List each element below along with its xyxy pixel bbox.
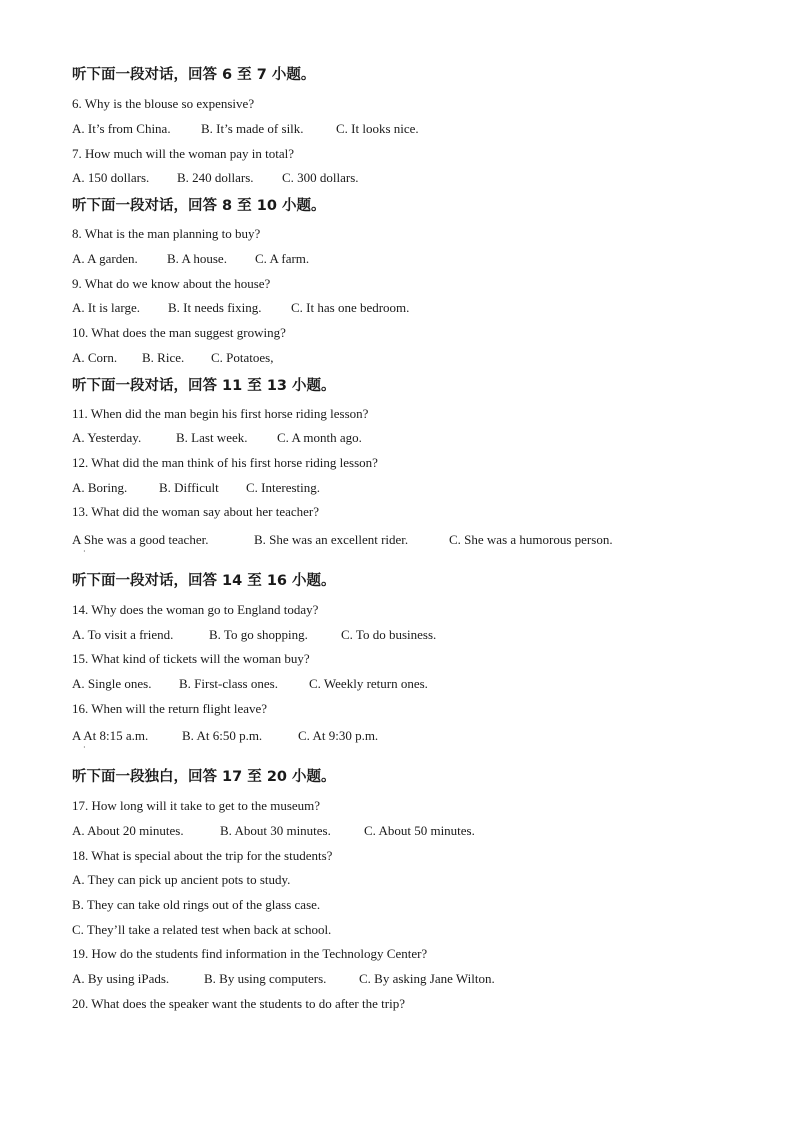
- option-13a[interactable]: A She was a good teacher.: [72, 532, 209, 547]
- question-18: 18. What is special about the trip for the students?: [72, 848, 333, 863]
- option-6c[interactable]: C. It looks nice.: [336, 121, 419, 136]
- option-15a[interactable]: A. Single ones.: [72, 676, 152, 691]
- options-14: [72, 627, 436, 643]
- question-20: 20. What does the speaker want the students to do after the trip?: [72, 996, 405, 1011]
- options-11: [72, 430, 362, 446]
- option-19b[interactable]: B. By using computers.: [204, 971, 327, 986]
- option-17a[interactable]: A. About 20 minutes.: [72, 823, 184, 838]
- section-heading-14-16: 听下面一段对话，回答 14 至 16 小题。: [72, 573, 336, 589]
- option-14b[interactable]: B. To go shopping.: [209, 627, 308, 642]
- option-12a[interactable]: A. Boring.: [72, 480, 128, 495]
- options-6: [72, 121, 419, 137]
- option-10b[interactable]: B. Rice.: [142, 350, 185, 365]
- option-15b[interactable]: B. First-class ones.: [179, 676, 278, 691]
- option-7b[interactable]: B. 240 dollars.: [177, 170, 254, 185]
- option-16b[interactable]: B. At 6:50 p.m.: [182, 728, 263, 743]
- question-6: 6. Why is the blouse so expensive?: [72, 96, 255, 111]
- section-heading-11-13: 听下面一段对话，回答 11 至 13 小题。: [72, 378, 336, 394]
- option-10a[interactable]: A. Corn.: [72, 350, 118, 365]
- options-8: [72, 251, 309, 267]
- option-7c[interactable]: C. 300 dollars.: [282, 170, 359, 185]
- option-15c[interactable]: C. Weekly return ones.: [309, 676, 428, 691]
- option-13b[interactable]: B. She was an excellent rider.: [254, 532, 409, 547]
- option-12b[interactable]: B. Difficult: [159, 480, 219, 495]
- options-10: [72, 350, 273, 366]
- option-17c[interactable]: C. About 50 minutes.: [364, 823, 475, 838]
- option-18a[interactable]: A. They can pick up ancient pots to study.: [72, 872, 291, 887]
- options-19: [72, 971, 495, 987]
- option-14a[interactable]: A. To visit a friend.: [72, 627, 174, 642]
- option-18c[interactable]: C. They’ll take a related test when back at school.: [72, 922, 332, 937]
- question-7: 7. How much will the woman pay in total?: [72, 146, 295, 161]
- options-17: [72, 823, 475, 839]
- option-11b[interactable]: B. Last week.: [176, 430, 248, 445]
- option-19c[interactable]: C. By asking Jane Wilton.: [359, 971, 495, 986]
- option-14c[interactable]: C. To do business.: [341, 627, 437, 642]
- question-15: 15. What kind of tickets will the woman buy?: [72, 651, 310, 666]
- question-13: 13. What did the woman say about her teacher?: [72, 504, 320, 519]
- option-9a[interactable]: A. It is large.: [72, 300, 140, 315]
- section-heading-6-7: 听下面一段对话，回答 6 至 7 小题。: [72, 67, 316, 83]
- option-19a[interactable]: A. By using iPads.: [72, 971, 170, 986]
- question-12: 12. What did the man think of his first horse riding lesson?: [72, 455, 378, 470]
- option-11c[interactable]: C. A month ago.: [277, 430, 362, 445]
- options-12: [72, 480, 320, 496]
- option-6b[interactable]: B. It’s made of silk.: [201, 121, 304, 136]
- option-13c[interactable]: C. She was a humorous person.: [449, 532, 613, 547]
- option-8a[interactable]: A. A garden.: [72, 251, 138, 266]
- section-heading-8-10: 听下面一段对话，回答 8 至 10 小题。: [72, 198, 326, 214]
- option-9b[interactable]: B. It needs fixing.: [168, 300, 262, 315]
- options-7: [72, 170, 359, 186]
- question-19: 19. How do the students find information in the Technology Center?: [72, 946, 428, 961]
- options-15: [72, 676, 428, 692]
- option-11a[interactable]: A. Yesterday.: [72, 430, 142, 445]
- question-10: 10. What does the man suggest growing?: [72, 325, 286, 340]
- options-16: [72, 728, 378, 744]
- dot-mark: ·: [83, 547, 86, 556]
- question-9: 9. What do we know about the house?: [72, 276, 271, 291]
- options-13: [72, 532, 613, 548]
- section-heading-17-20: 听下面一段独白，回答 17 至 20 小题。: [72, 769, 336, 785]
- question-11: 11. When did the man begin his first horse riding lesson?: [72, 406, 369, 421]
- question-8: 8. What is the man planning to buy?: [72, 226, 261, 241]
- option-10c[interactable]: C. Potatoes,: [211, 350, 274, 365]
- options-9: [72, 300, 409, 316]
- option-7a[interactable]: A. 150 dollars.: [72, 170, 150, 185]
- question-16: 16. When will the return flight leave?: [72, 701, 268, 716]
- option-8b[interactable]: B. A house.: [167, 251, 227, 266]
- option-16c[interactable]: C. At 9:30 p.m.: [298, 728, 379, 743]
- option-17b[interactable]: B. About 30 minutes.: [220, 823, 331, 838]
- question-14: 14. Why does the woman go to England today?: [72, 602, 319, 617]
- option-16a[interactable]: A At 8:15 a.m.: [72, 728, 149, 743]
- option-12c[interactable]: C. Interesting.: [246, 480, 321, 495]
- option-9c[interactable]: C. It has one bedroom.: [291, 300, 410, 315]
- option-18b[interactable]: B. They can take old rings out of the glass case.: [72, 897, 321, 912]
- dot-mark: ·: [83, 743, 86, 752]
- option-6a[interactable]: A. It’s from China.: [72, 121, 171, 136]
- option-8c[interactable]: C. A farm.: [255, 251, 310, 266]
- question-17: 17. How long will it take to get to the museum?: [72, 798, 321, 813]
